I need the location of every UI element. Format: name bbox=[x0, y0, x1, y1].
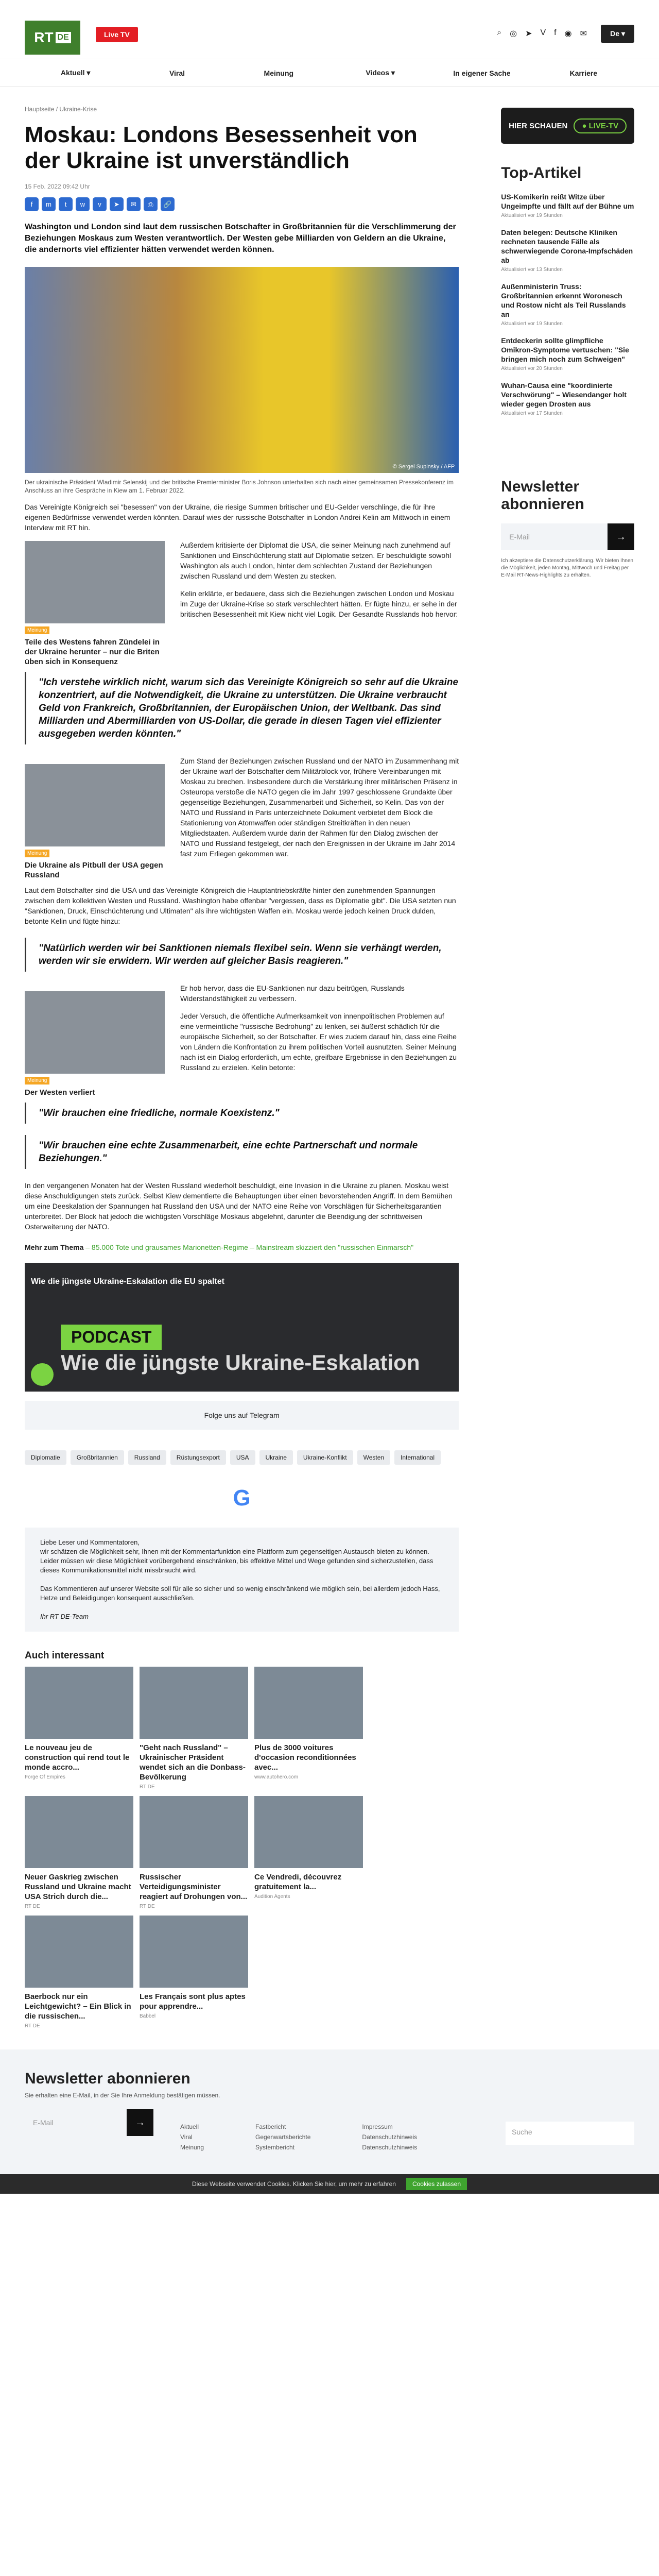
tag-list bbox=[25, 1450, 459, 1465]
promo-title[interactable]: Les Français sont plus aptes pour apprendre... bbox=[140, 1992, 246, 2011]
quote: "Wir brauchen eine echte Zusammenarbeit, eine echte Partnerschaft und normale Beziehungen." bbox=[25, 1135, 459, 1169]
live-pill: ● LIVE-TV bbox=[574, 118, 627, 133]
footer-email-field[interactable]: E-Mail bbox=[25, 2109, 127, 2136]
promo-card[interactable] bbox=[140, 1667, 248, 1790]
promo-title[interactable]: Russischer Verteidigungsminister reagiert auf Drohungen von... bbox=[140, 1873, 248, 1901]
promo-image bbox=[254, 1796, 363, 1868]
promo-card[interactable] bbox=[25, 1667, 133, 1790]
nav-item-aktuell[interactable]: Aktuell ▾ bbox=[60, 69, 91, 77]
logo-de: DE bbox=[56, 32, 71, 43]
nav-item-videos[interactable]: Videos ▾ bbox=[366, 69, 395, 77]
footer-link[interactable]: Meinung bbox=[180, 2144, 204, 2151]
promo-card[interactable] bbox=[254, 1796, 363, 1909]
footer-link[interactable]: Aktuell bbox=[180, 2123, 199, 2130]
quote: "Wir brauchen eine friedliche, normale Koexistenz." bbox=[25, 1103, 459, 1124]
promo-title[interactable]: Plus de 3000 voitures d'occasion reconditionnées avec... bbox=[254, 1743, 356, 1772]
messenger-share-icon[interactable]: m bbox=[42, 197, 56, 211]
related-image bbox=[25, 541, 165, 623]
related-title[interactable]: Teile des Westens fahren Zündelei in der Ukraine herunter – nur die Briten üben sich in Konsequenz bbox=[25, 638, 160, 666]
related-badge: Meinung bbox=[25, 626, 49, 634]
footer-search-input[interactable]: Suche bbox=[506, 2122, 634, 2145]
newsletter-box bbox=[501, 478, 634, 579]
podcast-label: PODCAST bbox=[61, 1325, 162, 1350]
top-articles-title: Top-Artikel bbox=[501, 164, 582, 181]
related-article[interactable] bbox=[25, 991, 165, 1097]
footer bbox=[0, 2049, 659, 2194]
top-article-time: Aktualisiert vor 19 Stunden bbox=[501, 213, 563, 218]
footer-link[interactable]: Gegenwartsberichte bbox=[255, 2133, 311, 2141]
promo-title[interactable]: "Geht nach Russland" – Ukrainischer Präsident wendet sich an die Donbass-Bevölkerung bbox=[140, 1743, 246, 1782]
footer-newsletter-sub: Sie erhalten eine E-Mail, in der Sie Ihre Anmeldung bestätigen müssen. bbox=[25, 2092, 220, 2099]
video-overlay-title: Wie die jüngste Ukraine-Eskalation bbox=[61, 1350, 420, 1375]
main-nav bbox=[0, 59, 659, 87]
telegram-icon[interactable]: ➤ bbox=[525, 29, 532, 38]
accept-cookies-button[interactable]: Cookies zulassen bbox=[406, 2178, 467, 2190]
live-tv-banner[interactable] bbox=[501, 108, 634, 144]
more-label: Mehr zum Thema bbox=[25, 1243, 84, 1251]
hero-image bbox=[25, 267, 459, 473]
promo-image bbox=[140, 1667, 248, 1739]
rss-icon[interactable]: ◉ bbox=[564, 29, 572, 38]
related-title[interactable]: Der Westen verliert bbox=[25, 1088, 95, 1097]
related-title[interactable]: Die Ukraine als Pitbull der USA gegen Russland bbox=[25, 861, 163, 879]
sidebar bbox=[501, 87, 634, 2029]
promo-title[interactable]: Ce Vendredi, découvrez gratuitement la... bbox=[254, 1873, 342, 1891]
social-icons bbox=[497, 28, 587, 39]
paragraph: Kelin erklärte, er bedauere, dass sich die Beziehungen zwischen London und Moskau im Zuge der Ukraine-Krise so stark verschlechtert hätten. Er fügte hinzu, er sehe in der britischen Besessenheit mit Kiew nicht viel Logik. Der Gesandte Russlands hob hervor: bbox=[180, 589, 458, 618]
top-article-time: Aktualisiert vor 13 Stunden bbox=[501, 267, 563, 273]
vk-share-icon[interactable]: v bbox=[93, 197, 107, 211]
live-tv-button[interactable]: Live TV bbox=[96, 27, 138, 42]
telegram-follow[interactable]: Folge uns auf Telegram bbox=[25, 1401, 459, 1430]
promo-card[interactable] bbox=[140, 1796, 248, 1909]
tag[interactable]: Rüstungsexport bbox=[170, 1450, 226, 1465]
article-column bbox=[25, 87, 459, 2029]
breadcrumb[interactable]: Hauptseite / Ukraine-Krise bbox=[25, 106, 97, 113]
facebook-icon[interactable]: f bbox=[554, 28, 557, 37]
footer-link[interactable]: Datenschutzhinweis bbox=[362, 2133, 418, 2141]
related-image bbox=[25, 991, 165, 1074]
twitter-share-icon[interactable]: t bbox=[59, 197, 73, 211]
promo-image bbox=[140, 1916, 248, 1988]
whatsapp-share-icon[interactable]: w bbox=[76, 197, 90, 211]
top-article-time: Aktualisiert vor 20 Stunden bbox=[501, 366, 563, 371]
footer-link[interactable]: Viral bbox=[180, 2133, 193, 2141]
top-article[interactable]: Entdeckerin sollte glimpfliche Omikron-Symptome vertuschen: "Sie bringen mich noch zum Schweigen" bbox=[501, 336, 629, 363]
submit-arrow-icon[interactable]: → bbox=[608, 523, 634, 550]
related-badge: Meinung bbox=[25, 1077, 49, 1084]
tag[interactable]: Ukraine bbox=[259, 1450, 293, 1465]
footer-links bbox=[180, 2122, 417, 2153]
also-interesting-grid bbox=[25, 1667, 459, 2029]
tag[interactable]: International bbox=[394, 1450, 441, 1465]
nav-item-karriere[interactable]: Karriere bbox=[569, 69, 598, 77]
footer-newsletter-form bbox=[25, 2109, 153, 2136]
promo-source: Audition Agents bbox=[254, 1894, 290, 1900]
article-lead: Washington und London sind laut dem russischen Botschafter in Großbritannien für die Verschlimmerung der Beziehungen Moskaus zum Westen verantwortlich. Der Westen gebe Milliarden von Geldern an die Ukraine, die andernorts viel effizienter hätten verwendet werden können. bbox=[25, 223, 456, 254]
top-article-time: Aktualisiert vor 17 Stunden bbox=[501, 411, 563, 416]
notice-text: Liebe Leser und Kommentatoren, bbox=[40, 1538, 140, 1546]
tag[interactable]: Russland bbox=[128, 1450, 166, 1465]
promo-card[interactable] bbox=[25, 1916, 133, 2029]
paragraph: Er hob hervor, dass die EU-Sanktionen nur dazu beitrügen, Russlands Widerstandsfähigkeit zu verbessern. bbox=[180, 984, 405, 1003]
video-player[interactable] bbox=[25, 1263, 459, 1392]
notice-text: Das Kommentieren auf unserer Website soll für alle so sicher und so wenig einschränkend wie möglich sein, bei allerdem jedoch Hass, Hetze und Beleidigungen konsequent ausschließen. bbox=[40, 1585, 440, 1602]
quote: "Ich verstehe wirklich nicht, warum sich das Vereinigte Königreich so sehr auf die Ukraine konzentriert, auf die Notwendigkeit, die Ukraine zu unterstützen. Die Ukraine verbraucht Geld von Frankreich, Großbritannien, der Europäischen Union, der Weltbank. Das sind Milliarden und Abermilliarden von US-Dollar, die gerade in diesen Tagen viel effizienter ausgegeben werden könnten." bbox=[25, 672, 459, 744]
promo-source: RT DE bbox=[25, 1904, 40, 1909]
site-header bbox=[0, 0, 659, 59]
footer-link[interactable]: Datenschutzhinweis bbox=[362, 2144, 418, 2151]
notice-sign: Ihr RT DE-Team bbox=[40, 1613, 89, 1620]
top-article[interactable]: Außenministerin Truss: Großbritannien erkennt Woronesch und Rostow nicht als Teil Russlands an bbox=[501, 282, 626, 318]
tag[interactable]: Ukraine-Konflikt bbox=[297, 1450, 353, 1465]
promo-source: RT DE bbox=[140, 1784, 155, 1790]
vk-icon[interactable]: V bbox=[540, 28, 546, 37]
related-badge: Meinung bbox=[25, 850, 49, 857]
promo-title[interactable]: Le nouveau jeu de construction qui rend tout le monde accro... bbox=[25, 1743, 130, 1772]
nav-item-in-eigener-sache[interactable]: In eigener Sache bbox=[453, 69, 511, 77]
watch-label: HIER SCHAUEN bbox=[509, 121, 568, 130]
paragraph: Das Vereinigte Königreich sei "besessen" von der Ukraine, die riesige Summen britischer und EU-Gelder verschlinge, die für ihre eigenen Bedürfnisse verwendet werden könnten. Darauf wies der russische Botschafter in London Andrei Kelin am Mittwoch in einem Interview mit RT hin. bbox=[25, 503, 450, 532]
top-article[interactable]: Wuhan-Causa eine "koordinierte Verschwörung" – Wiesendanger holt wieder gegen Drosten aus bbox=[501, 381, 627, 408]
promo-card[interactable] bbox=[254, 1667, 363, 1790]
footer-link[interactable]: Fastbericht bbox=[255, 2123, 286, 2130]
tag[interactable]: Westen bbox=[357, 1450, 390, 1465]
promo-title[interactable]: Neuer Gaskrieg zwischen Russland und Ukraine macht USA Strich durch die... bbox=[25, 1873, 131, 1901]
mail-icon[interactable]: ✉ bbox=[580, 29, 587, 38]
promo-title[interactable]: Baerbock nur ein Leichtgewicht? – Ein Blick in die russischen... bbox=[25, 1992, 131, 2021]
language-select[interactable]: De ▾ bbox=[601, 25, 634, 43]
footer-newsletter-title: Newsletter abonnieren bbox=[25, 2070, 190, 2087]
privacy-checkbox[interactable]: Ich akzeptiere die Datenschutzerklärung. Wir bieten Ihnen die Möglichkeit, jeden Montag, Mittwoch und Freitag per E-Mail RT-News-Highlights zu erhalten. bbox=[501, 558, 634, 578]
facebook-share-icon[interactable]: f bbox=[25, 197, 39, 211]
top-article[interactable]: US-Komikerin reißt Witze über Ungeimpfte und fällt auf der Bühne um bbox=[501, 193, 634, 210]
print-share-icon[interactable]: ⎙ bbox=[144, 197, 158, 211]
email-field[interactable]: E-Mail bbox=[501, 523, 608, 550]
promo-source: Forge Of Empires bbox=[25, 1774, 65, 1780]
newsletter-form bbox=[501, 523, 634, 550]
nav-item-meinung[interactable]: Meinung bbox=[264, 69, 294, 77]
play-icon[interactable] bbox=[31, 1363, 54, 1386]
paragraph: In den vergangenen Monaten hat der Westen Russland wiederholt beschuldigt, eine Invasion in die Ukraine zu planen. Moskau weist diese Anschuldigungen stets zurück. Selbst Kiew dementierte die Behauptungen über einen bevorstehenden Angriff. In dem Bemühen um eine Deeskalation der Spannungen hat Russland den USA und der NATO eine Reihe von Vorschlägen für Sicherheitsgarantien unterbreitet. Der Block hat jedoch die wichtigsten Vorschläge Moskaus abgelehnt, darunter die Beendigung der schrittweisen Osterweiterung der NATO. bbox=[25, 1181, 453, 1231]
cookie-text: Diese Webseite verwendet Cookies. Klicken Sie hier, um mehr zu erfahren bbox=[192, 2180, 396, 2188]
top-article-time: Aktualisiert vor 19 Stunden bbox=[501, 321, 563, 327]
quote: "Natürlich werden wir bei Sanktionen niemals flexibel sein. Wenn sie verhängt werden, werden wir sie erwidern. Wir werden auf gleicher Basis reagieren." bbox=[25, 938, 459, 972]
promo-image bbox=[25, 1796, 133, 1868]
newsletter-title: Newsletter abonnieren bbox=[501, 478, 584, 513]
nav-item-viral[interactable]: Viral bbox=[169, 69, 185, 77]
promo-source: RT DE bbox=[25, 2023, 40, 2029]
link-share-icon[interactable]: 🔗 bbox=[161, 197, 175, 211]
page-title: Moskau: Londons Besessenheit von der Ukraine ist unverständlich bbox=[25, 122, 418, 173]
image-caption: Der ukrainische Präsident Wladimir Selenskij und der britische Premierminister Boris Johnson unterhalten sich nach einer gemeinsamen Pressekonferenz im Anschluss an ihre Gespräche in Kiew am 1. Februar 2022. bbox=[25, 479, 454, 494]
top-article[interactable]: Daten belegen: Deutsche Kliniken rechneten tausende Fälle als schwerwiegende Corona-Impfschäden ab bbox=[501, 228, 633, 264]
promo-card[interactable] bbox=[25, 1796, 133, 1909]
promo-source: Babbel bbox=[140, 2013, 156, 2019]
paragraph: Jeder Versuch, die öffentliche Aufmerksamkeit von innenpolitischen Problemen auf eine vermeintliche "russische Bedrohung" zu lenken, sei äußerst schädlich für die europäische Sicherheit, so der Botschafter. Er wies zudem darauf hin, dass eine Reihe von Ländern die Konfrontation zu ihrem politischen Vorteil ausnutzten. Seiner Meinung nach ist ein Dialog erforderlich, um echte, greifbare Ergebnisse in den Beziehungen zu Russland zu erzielen. Kelin betonte: bbox=[180, 1012, 457, 1072]
site-logo[interactable] bbox=[25, 21, 80, 55]
footer-submit-arrow-icon[interactable]: → bbox=[127, 2109, 153, 2136]
cookie-banner bbox=[0, 2174, 659, 2194]
related-article[interactable] bbox=[25, 541, 165, 667]
promo-image bbox=[25, 1667, 133, 1739]
image-credit: © Sergei Supinsky / AFP bbox=[392, 464, 455, 470]
promo-card[interactable] bbox=[140, 1916, 248, 2029]
paragraph: Laut dem Botschafter sind die USA und das Vereinigte Königreich die Hauptantriebskräfte hinter den zunehmenden Spannungen zwischen dem kollektiven Westen und Russland. Washington habe offenbar "vergessen, dass es Diplomatie gibt". Die USA setzten nun "Sanktionen, Druck, Einschüchterung und Ultimaten" als ihre wichtigsten Waffen ein. Moskau werde jedoch keinen Druck dulden, betonte Kelin und fügte hinzu: bbox=[25, 886, 456, 925]
tag[interactable]: USA bbox=[230, 1450, 255, 1465]
related-image bbox=[25, 764, 165, 846]
comments-notice bbox=[25, 1528, 459, 1632]
notice-text: wir schätzen die Möglichkeit sehr, Ihnen mit der Kommentarfunktion eine Plattform zum gegenseitigen Austausch bieten zu können. Leider müssen wir diese Möglichkeit vorübergehend einschränken, bis effektive Mittel und Wege gefunden sind sicherzustellen, dass dieses Kommunikationsmittel nicht missbraucht wird. bbox=[40, 1548, 433, 1574]
promo-image bbox=[140, 1796, 248, 1868]
top-articles-list bbox=[501, 192, 634, 416]
telegram-share-icon[interactable]: ➤ bbox=[110, 197, 124, 211]
promo-image bbox=[25, 1916, 133, 1988]
related-article[interactable] bbox=[25, 764, 165, 880]
more-on-topic bbox=[25, 1243, 459, 1251]
tag[interactable]: Großbritannien bbox=[71, 1450, 124, 1465]
more-link[interactable]: – 85.000 Tote und grausames Marionetten-Regime – Mainstream skizziert den "russischen Einmarsch" bbox=[85, 1243, 414, 1251]
mail-share-icon[interactable]: ✉ bbox=[127, 197, 141, 211]
tag[interactable]: Diplomatie bbox=[25, 1450, 66, 1465]
instagram-icon[interactable]: ◎ bbox=[510, 29, 517, 38]
paragraph: Außerdem kritisierte der Diplomat die USA, die seiner Meinung nach zunehmend auf Sanktionen und Einschüchterung statt auf Diplomatie setzen. Er beschuldigte sowohl Washington als auch London, hinter dem schlechten Zustand der Beziehungen zwischen Russland und dem Westen zu stecken. bbox=[180, 541, 452, 580]
promo-source: RT DE bbox=[140, 1904, 155, 1909]
footer-link[interactable]: Impressum bbox=[362, 2123, 393, 2130]
google-icon[interactable]: G bbox=[233, 1485, 251, 1511]
footer-link[interactable]: Systembericht bbox=[255, 2144, 295, 2151]
paragraph: Zum Stand der Beziehungen zwischen Russland und der NATO im Zusammenhang mit der Ukraine warf der Botschafter dem Militärblock vor, frühere Vereinbarungen mit Moskau zu brechen. Insbesondere durch die Verstärkung ihrer militärischen Präsenz in Osteuropa verstoße die NATO gegen die im Jahr 1997 geschlossene Grundakte über gegenseitige Beziehungen, Zusammenarbeit und Sicherheit, so Kelin. Das von der NATO und Russland in Paris unterzeichnete Dokument verbietet dem Block die Stationierung von Atomwaffen oder ständigen Streitkräften in den neuen Mitgliedstaaten. Außerdem wurde darin der Rahmen für den Dialog zwischen der NATO und Russland festgelegt, der nach den Ereignissen in der Ukraine im Jahr 2014 fast zum Erliegen gekommen war. bbox=[180, 757, 459, 858]
promo-image bbox=[254, 1667, 363, 1739]
promo-source: www.autohero.com bbox=[254, 1774, 299, 1780]
video-title: Wie die jüngste Ukraine-Eskalation die EU spaltet bbox=[31, 1277, 224, 1286]
search-icon[interactable]: ⌕ bbox=[497, 28, 502, 37]
also-interesting-title: Auch interessant bbox=[25, 1650, 105, 1661]
logo-text: RT bbox=[34, 29, 54, 45]
article-date: 15 Feb. 2022 09:42 Uhr bbox=[25, 183, 90, 190]
share-bar bbox=[25, 197, 459, 211]
